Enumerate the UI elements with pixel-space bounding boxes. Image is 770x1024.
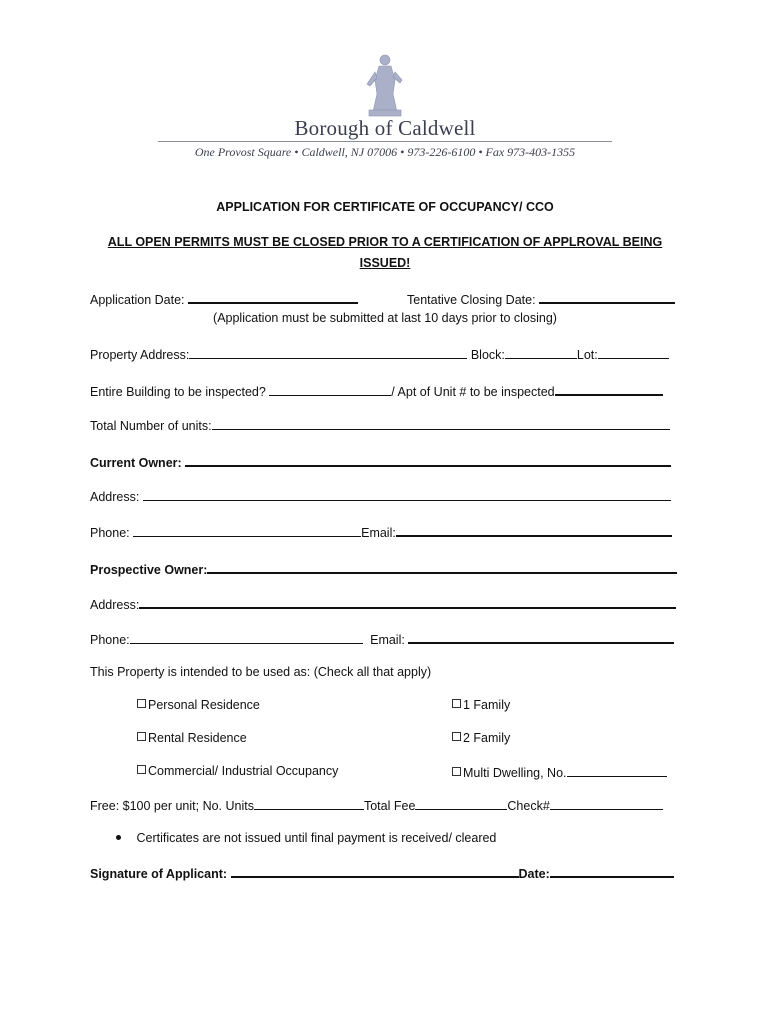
checkbox-icon[interactable]	[137, 732, 146, 741]
lot-label: Lot:	[576, 348, 598, 362]
prospective-owner-field[interactable]	[207, 560, 677, 574]
total-units-row	[90, 417, 670, 433]
bullet-icon	[116, 835, 121, 840]
letterhead-address: One Provost Square • Caldwell, NJ 07006 • 973-226-6100 • Fax 973-403-1355	[194, 145, 576, 159]
borough-seal-logo	[355, 50, 415, 118]
signature-field[interactable]	[231, 864, 519, 878]
fee-label: Free: $100 per unit; No. Units	[90, 799, 254, 813]
checkbox-icon[interactable]	[137, 765, 146, 774]
notice-line-2: ISSUED!	[359, 256, 411, 270]
multi-dwelling-count-field[interactable]	[567, 764, 667, 777]
application-date-label: Application Date:	[90, 293, 185, 307]
prospective-owner-label: Prospective Owner:	[90, 563, 208, 577]
property-address-row	[90, 346, 669, 362]
intended-use-label: This Property is intended to be used as: (Check all that apply)	[90, 665, 432, 679]
tentative-closing-row	[407, 290, 675, 307]
entire-building-field[interactable]	[269, 383, 391, 396]
phone-label-2: Phone:	[90, 633, 130, 647]
borough-name: Borough of Caldwell	[294, 116, 476, 140]
address-row-2	[90, 595, 676, 612]
phone-field-1[interactable]	[133, 524, 361, 537]
notice-line-1: ALL OPEN PERMITS MUST BE CLOSED PRIOR TO A CERTIFICATION OF APPLROVAL BEING	[107, 235, 663, 249]
tentative-closing-field[interactable]	[539, 290, 675, 304]
current-owner-field[interactable]	[185, 453, 671, 467]
property-address-field[interactable]	[189, 346, 467, 359]
checkbox-icon[interactable]	[452, 767, 461, 776]
email-field-1[interactable]	[396, 523, 672, 537]
option-label: Rental Residence	[148, 731, 247, 745]
prospective-owner-row	[90, 560, 677, 577]
email-label-2: Email:	[370, 633, 405, 647]
option-one-family[interactable]	[452, 698, 510, 712]
check-number-field[interactable]	[550, 797, 663, 810]
form-title: APPLICATION FOR CERTIFICATE OF OCCUPANCY/ CCO	[216, 200, 554, 214]
option-label: 1 Family	[463, 698, 511, 712]
email-label-1: Email:	[361, 526, 396, 540]
fee-row	[90, 797, 663, 813]
phone-email-row-2	[90, 630, 674, 647]
current-owner-row	[90, 453, 671, 470]
apt-unit-label: / Apt of Unit # to be inspected	[391, 385, 555, 399]
tentative-closing-label: Tentative Closing Date:	[407, 293, 536, 307]
entire-building-row	[90, 382, 663, 399]
total-units-field[interactable]	[212, 417, 670, 430]
address-field-2[interactable]	[139, 595, 676, 609]
apt-unit-field[interactable]	[555, 382, 663, 396]
email-field-2[interactable]	[408, 630, 674, 644]
phone-field-2[interactable]	[130, 631, 363, 644]
check-label: Check#	[507, 799, 550, 813]
option-commercial[interactable]	[137, 764, 338, 778]
total-fee-label: Total Fee	[363, 799, 416, 813]
block-label: Block:	[470, 348, 505, 362]
phone-label-1: Phone:	[90, 526, 130, 540]
address-field-1[interactable]	[143, 488, 671, 501]
submission-note: (Application must be submitted at last 10 days prior to closing)	[213, 311, 557, 325]
letterhead-rule	[158, 141, 612, 142]
address-label-1: Address:	[90, 490, 140, 504]
lot-field[interactable]	[598, 346, 669, 359]
option-rental-residence[interactable]	[137, 731, 247, 745]
option-personal-residence[interactable]	[137, 698, 260, 712]
block-field[interactable]	[505, 346, 577, 359]
option-two-family[interactable]	[452, 731, 510, 745]
date-label: Date:	[518, 867, 550, 881]
option-label: 2 Family	[463, 731, 511, 745]
bullet-note: Certificates are not issued until final payment is received/ cleared	[136, 831, 497, 845]
signature-label: Signature of Applicant:	[90, 867, 228, 881]
signature-row	[90, 864, 674, 881]
checkbox-icon[interactable]	[452, 699, 461, 708]
entire-building-label: Entire Building to be inspected?	[90, 385, 266, 399]
option-multi-dwelling[interactable]	[452, 764, 667, 780]
address-row-1	[90, 488, 671, 504]
total-units-label: Total Number of units:	[90, 419, 212, 433]
option-label: Multi Dwelling, No.	[463, 766, 567, 780]
total-fee-field[interactable]	[415, 797, 507, 810]
option-label: Commercial/ Industrial Occupancy	[148, 764, 339, 778]
application-date-field[interactable]	[188, 290, 358, 304]
checkbox-icon[interactable]	[137, 699, 146, 708]
address-label-2: Address:	[90, 598, 140, 612]
units-field[interactable]	[254, 797, 364, 810]
current-owner-label: Current Owner:	[90, 456, 182, 470]
bullet-note-row	[116, 831, 496, 845]
phone-email-row-1	[90, 523, 672, 540]
signature-date-field[interactable]	[550, 864, 674, 878]
property-address-label: Property Address:	[90, 348, 190, 362]
option-label: Personal Residence	[148, 698, 260, 712]
application-date-row	[90, 290, 358, 307]
checkbox-icon[interactable]	[452, 732, 461, 741]
